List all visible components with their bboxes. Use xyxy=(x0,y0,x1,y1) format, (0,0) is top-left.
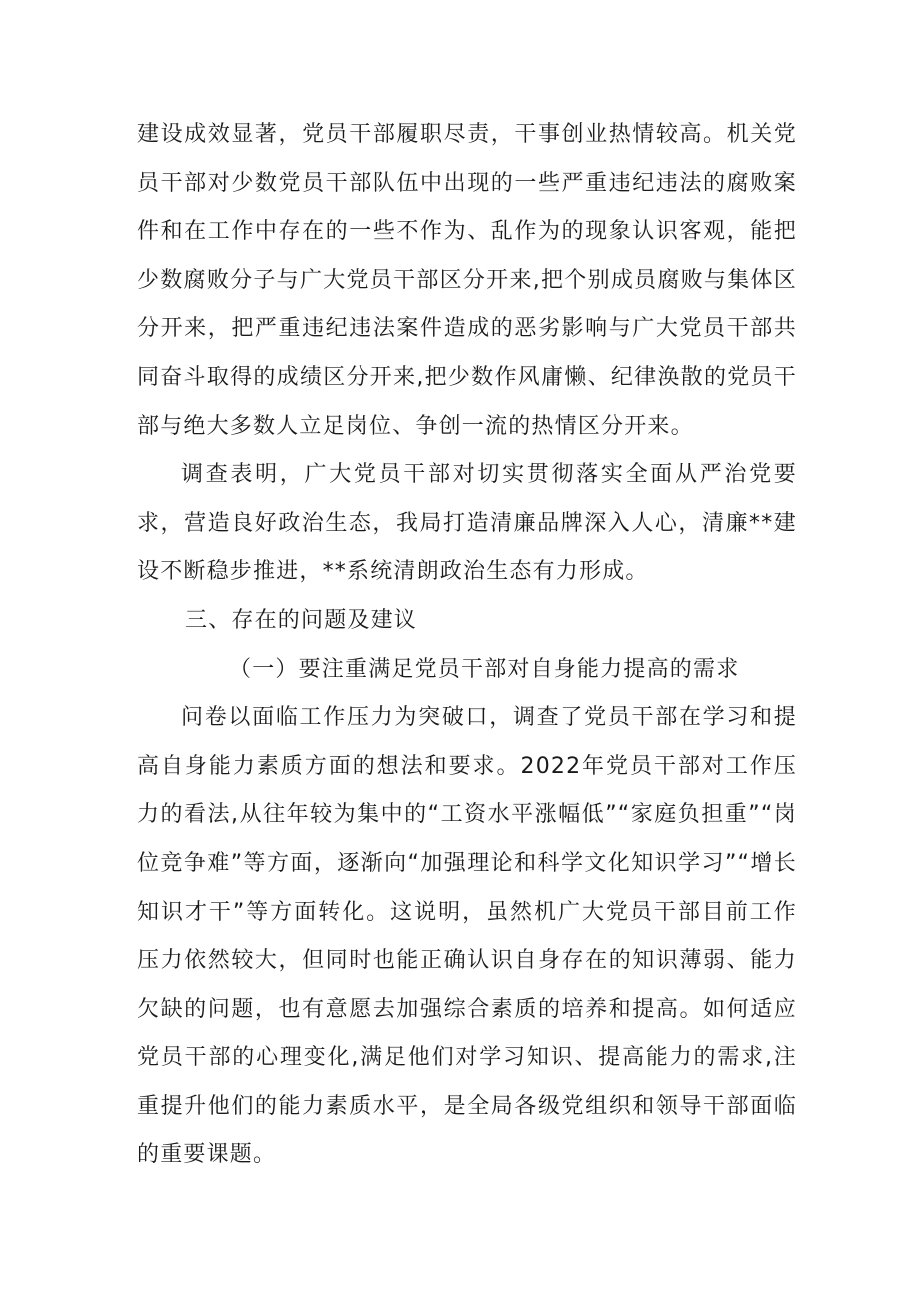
section-heading: 三、存在的问题及建议 xyxy=(185,607,418,633)
paragraph-work-pressure: 问卷以面临工作压力为突破口，调查了党员干部在学习和提高自身能力素质方面的想法和要求。2022年党员干部对工作压力的看法,从往年较为集中的“工资水平涨幅低”“家庭负担重”“岗位竞争难”等方面，逐渐向“加强理论和科学文化知识学习”“增长知识才干”等方面转化。这说明，虽然机广大党员干部目前工作压力依然较大，但同时也能正确认识自身存在的知识薄弱、能力欠缺的问题，也有意愿去加强综合素质的培养和提高。如何适应党员干部的心理变化,满足他们对学习知识、提高能力的需求,注重提升他们的能力素质水平，是全局各级党组织和领导干部面临的重要课题。 xyxy=(137,705,797,1168)
document-body xyxy=(137,111,797,1180)
paragraph-continuation: 建设成效显著，党员干部履职尽责，干事创业热情较高。机关党员干部对少数党员干部队伍中出现的一些严重违纪违法的腐败案件和在工作中存在的一些不作为、乱作为的现象认识客观，能把少数腐败分子与广大党员干部区分开来,把个别成员腐败与集体区分开来，把严重违纪违法案件造成的恶劣影响与广大党员干部共同奋斗取得的成绩区分开来,把少数作风庸懒、纪律涣散的党员干部与绝大多数人立足岗位、争创一流的热情区分开来。 xyxy=(137,122,797,439)
subsection-heading: （一）要注重满足党员干部对自身能力提高的需求 xyxy=(229,656,740,682)
paragraph-survey-result: 调查表明，广大党员干部对切实贯彻落实全面从严治党要求，营造良好政治生态，我局打造清廉品牌深入人心，清廉**建设不断稳步推进，**系统清朗政治生态有力形成。 xyxy=(137,462,797,585)
